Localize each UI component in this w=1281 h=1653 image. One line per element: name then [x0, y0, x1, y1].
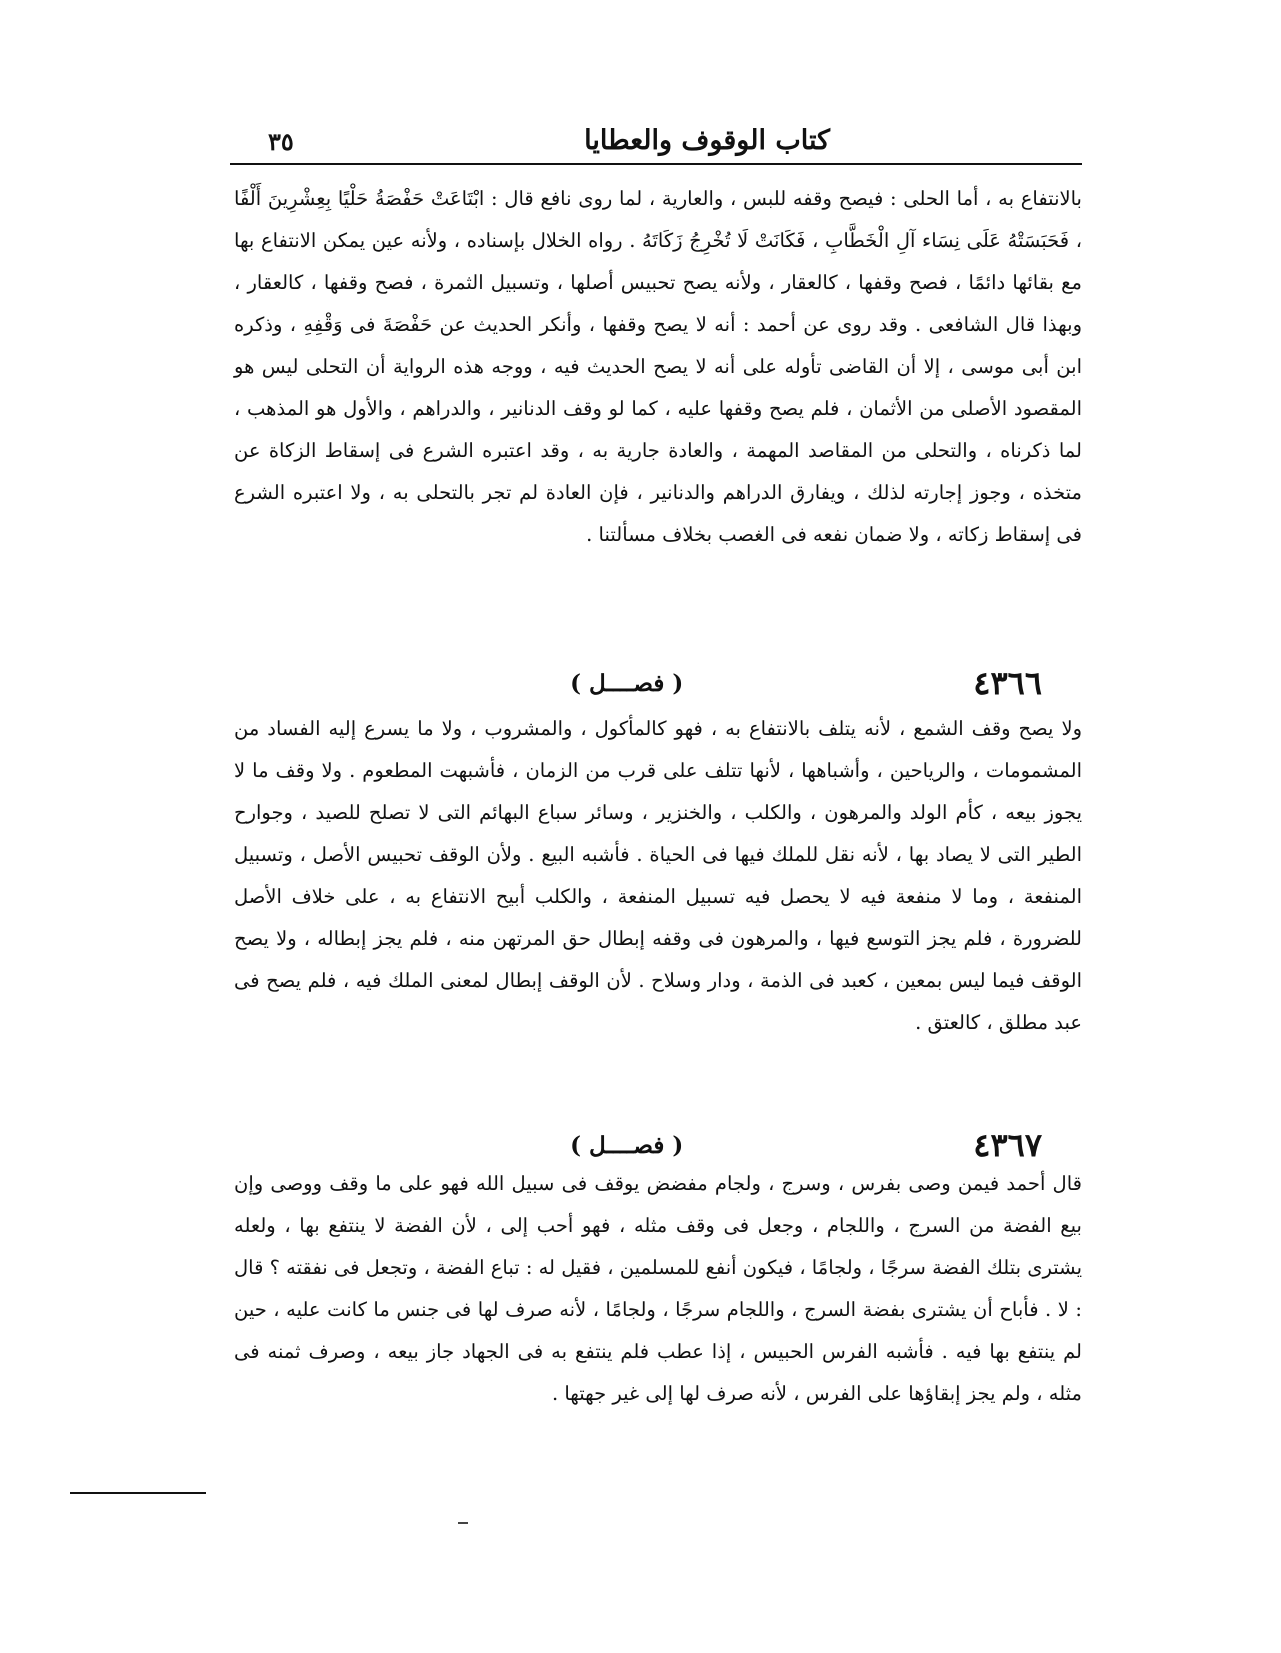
- page-number: ٣٥: [268, 127, 294, 156]
- section-heading-4366: [234, 658, 1082, 708]
- page-mark: [458, 1522, 468, 1524]
- paragraph-1: بالانتفاع به ، أما الحلى : فيصح وقفه للبس ، والعارية ، لما روى نافع قال : ابْتَاعَتْ حَفْصَةُ حَلْيًا بِعِشْرِينَ أَلْفًا ، فَحَبَسَتْهُ عَلَى نِسَاء آلِ الْخَطَّابِ ، فَكَانَتْ لَا تُخْرِجُ زَكَاتَهُ . رواه الخلال بإسناده ، ولأنه عين يمكن الانتفاع بها مع بقائها دائمًا ، فصح وقفها ، كالعقار ، ولأنه يصح تحبيس أصلها ، وتسبيل الثمرة ، فصح وقفها ، كالعقار ، وبهذا قال الشافعى . وقد روى عن أحمد : أنه لا يصح وقفها ، وأنكر الحديث عن حَفْصَةَ فى وَقْفِهِ ، وذكره ابن أبى موسى ، إلا أن القاضى تأوله على أنه لا يصح الحديث فيه ، ووجه هذه الرواية أن التحلى ليس هو المقصود الأصلى من الأثمان ، فلم يصح وقفها عليه ، كما لو وقف الدنانير ، والدراهم ، والأول هو المذهب ، لما ذكرناه ، والتحلى من المقاصد المهمة ، والعادة جارية به ، وقد اعتبره الشرع فى إسقاط الزكاة عن متخذه ، وجوز إجارته لذلك ، ويفارق الدراهم والدنانير ، فإن العادة لم تجر بالتحلى به ، ولا اعتبره الشرع فى إسقاط زكاته ، ولا ضمان نفعه فى الغصب بخلاف مسألتنا .: [234, 187, 1082, 546]
- paragraph-3: قال أحمد فيمن وصى بفرس ، وسرج ، ولجام مفضض يوقف فى سبيل الله فهو على ما وقف ووصى وإن بيع الفضة من السرج ، واللجام ، وجعل فى وقف مثله ، فهو أحب إلى ، لأن الفضة لا ينتفع بها ، ولعله يشترى بتلك الفضة سرجًا ، ولجامًا ، فيكون أنفع للمسلمين ، فقيل له : تباع الفضة ، وتجعل فى نفقته ؟ قال : لا . فأباح أن يشترى بفضة السرج ، واللجام سرجًا ، ولجامًا ، لأنه صرف لها فى جنس ما كانت عليه ، حين لم ينتفع بها فيه . فأشبه الفرس الحبيس ، إذا عطب فلم ينتفع به فى الجهاد جاز بيعه ، وصرف ثمنه فى مثله ، ولم يجز إبقاؤها على الفرس ، لأنه صرف لها إلى غير جهتها .: [234, 1172, 1082, 1405]
- section-label: ( فصــــل ): [570, 669, 684, 697]
- section-label: ( فصــــل ): [570, 1131, 684, 1159]
- footnote-rule: [70, 1492, 206, 1494]
- section-number: ٤٣٦٧: [973, 1126, 1042, 1164]
- running-title: كتاب الوقوف والعطايا: [584, 125, 830, 156]
- paragraph-2: ولا يصح وقف الشمع ، لأنه يتلف بالانتفاع به ، فهو كالمأكول ، والمشروب ، ولا ما يسرع إليه الفساد من المشمومات ، والرياحين ، وأشباهها ، لأنها تتلف على قرب من الزمان ، فأشبهت المطعوم . ولا وقف ما لا يجوز بيعه ، كأم الولد والمرهون ، والكلب ، والخنزير ، وسائر سباع البهائم التى لا تصلح للصيد ، وجوارح الطير التى لا يصاد بها ، لأنه نقل للملك فيها فى الحياة . فأشبه البيع . ولأن الوقف تحبيس الأصل ، وتسبيل المنفعة ، وما لا منفعة فيه لا يحصل فيه تسبيل المنفعة ، والكلب أبيح الانتفاع به ، على خلاف الأصل للضرورة ، فلم يجز التوسع فيها ، والمرهون فى وقفه إبطال حق المرتهن منه ، فلم يجز إبطاله ، ولا يصح الوقف فيما ليس بمعين ، كعبد فى الذمة ، ودار وسلاح . لأن الوقف إبطال لمعنى الملك فيه ، فلم يصح فى عبد مطلق ، كالعتق .: [234, 717, 1082, 1034]
- page-header: [232, 116, 1080, 156]
- header-rule: [230, 163, 1082, 165]
- section-number: ٤٣٦٦: [973, 664, 1042, 702]
